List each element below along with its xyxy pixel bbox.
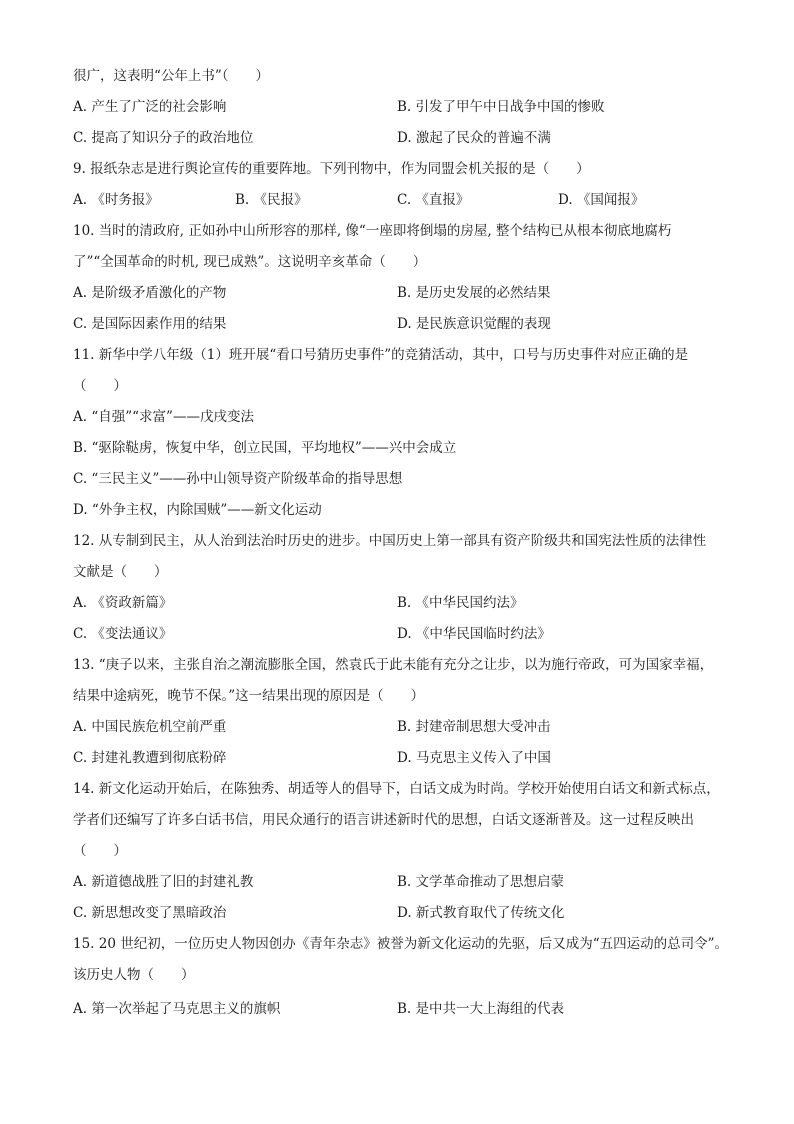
question-8-option-c: C. 提高了知识分子的政治地位 bbox=[73, 130, 254, 146]
question-8-option-d: D. 激起了民众的普遍不满 bbox=[397, 130, 551, 146]
question-8-option-a: A. 产生了广泛的社会影响 bbox=[73, 99, 227, 115]
question-13-option-a: A. 中国民族危机空前严重 bbox=[73, 719, 227, 735]
question-15-stem-line-1: 15. 20 世纪初，一位历史人物因创办《青年杂志》被誉为新文化运动的先驱，后又成为“五四运动的总司令”。 bbox=[73, 936, 729, 952]
question-14-option-a: A. 新道德战胜了旧的封建礼教 bbox=[73, 874, 254, 890]
question-14-stem-line-3: （ ） bbox=[73, 843, 127, 859]
question-11-option-b: B. “驱除鞑虏，恢复中华，创立民国，平均地权”——兴中会成立 bbox=[73, 440, 457, 456]
question-14-option-c: C. 新思想改变了黑暗政治 bbox=[73, 905, 227, 921]
question-12-option-a: A. 《资政新篇》 bbox=[73, 595, 173, 611]
question-14-option-b: B. 文学革命推动了思想启蒙 bbox=[397, 874, 565, 890]
question-10-option-a: A. 是阶级矛盾激化的产物 bbox=[73, 285, 227, 301]
question-12-option-b: B. 《中华民国约法》 bbox=[397, 595, 524, 611]
question-14-stem-line-1: 14. 新文化运动开始后，在陈独秀、胡适等人的倡导下，白话文成为时尚。学校开始使用白话文和新式标点， bbox=[73, 781, 720, 797]
question-12-option-d: D. 《中华民国临时约法》 bbox=[397, 626, 551, 642]
question-14-option-d: D. 新式教育取代了传统文化 bbox=[397, 905, 565, 921]
question-10-stem-line-2: 了”“全国革命的时机, 现已成熟”。这说明辛亥革命（ ） bbox=[73, 254, 427, 270]
question-11-option-d: D. “外争主权，内除国贼”——新文化运动 bbox=[73, 502, 322, 518]
question-13-stem-line-2: 结果中途病死，晚节不保。”这一结果出现的原因是（ ） bbox=[73, 688, 425, 704]
question-15-option-a: A. 第一次举起了马克思主义的旗帜 bbox=[73, 1001, 281, 1017]
question-8-stem: 很广，这表明“公年上书”（ ） bbox=[73, 68, 270, 84]
question-9-option-a: A. 《时务报》 bbox=[73, 192, 159, 208]
question-13-option-c: C. 封建礼教遭到彻底粉碎 bbox=[73, 750, 227, 766]
question-11-stem-line-1: 11. 新华中学八年级（1）班开展“看口号猜历史事件”的竞猜活动，其中，口号与历史事件对应正确的是 bbox=[73, 347, 689, 363]
question-15-option-b: B. 是中共一大上海组的代表 bbox=[397, 1001, 565, 1017]
question-8-option-b: B. 引发了甲午中日战争中国的惨败 bbox=[397, 99, 605, 115]
question-10-stem-line-1: 10. 当时的清政府, 正如孙中山所形容的那样, 像“一座即将倒塌的房屋, 整个结构已从根本彻底地腐朽 bbox=[73, 223, 672, 239]
question-12-stem-line-1: 12. 从专制到民主，从人治到法治时历史的进步。中国历史上第一部具有资产阶级共和国宪法性质的法律性 bbox=[73, 533, 707, 549]
question-10-option-c: C. 是国际因素作用的结果 bbox=[73, 316, 227, 332]
question-11-stem-line-2: （ ） bbox=[73, 378, 127, 394]
question-9-option-b: B. 《民报》 bbox=[235, 192, 308, 208]
question-11-option-a: A. “自强”“求富”——戊戌变法 bbox=[73, 409, 254, 425]
question-11-option-c: C. “三民主义”——孙中山领导资产阶级革命的指导思想 bbox=[73, 471, 403, 487]
question-13-option-b: B. 封建帝制思想大受冲击 bbox=[397, 719, 551, 735]
question-13-option-d: D. 马克思主义传入了中国 bbox=[397, 750, 551, 766]
question-9-option-d: D. 《国闻报》 bbox=[558, 192, 645, 208]
question-12-option-c: C. 《变法通议》 bbox=[73, 626, 173, 642]
question-15-stem-line-2: 该历史人物（ ） bbox=[73, 967, 195, 983]
question-14-stem-line-2: 学者们还编写了许多白话书信，用民众通行的语言讲述新时代的思想，白话文逐渐普及。这一过程反映出 bbox=[73, 812, 694, 828]
question-9-option-c: C. 《直报》 bbox=[397, 192, 470, 208]
question-9-stem: 9. 报纸杂志是进行舆论宣传的重要阵地。下列刊物中，作为同盟会机关报的是（ ） bbox=[73, 161, 590, 177]
question-10-option-d: D. 是民族意识觉醒的表现 bbox=[397, 316, 551, 332]
question-13-stem-line-1: 13. “庚子以来，主张自治之潮流膨胀全国，然袁氏于此未能有充分之让步，以为施行帝政，可为国家幸福， bbox=[73, 657, 714, 673]
question-10-option-b: B. 是历史发展的必然结果 bbox=[397, 285, 551, 301]
question-12-stem-line-2: 文献是（ ） bbox=[73, 564, 168, 580]
